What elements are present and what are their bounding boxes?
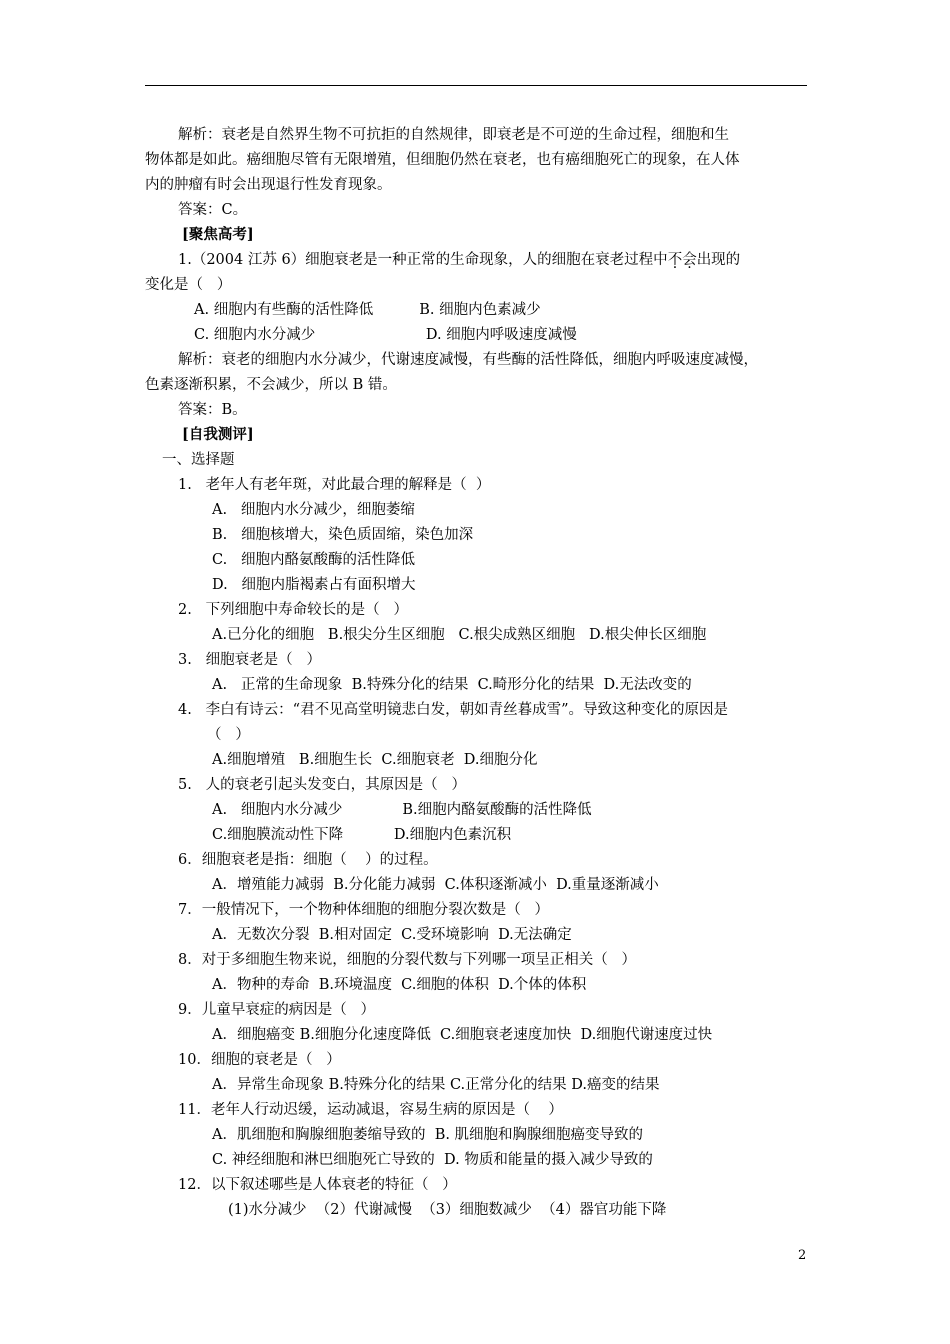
question-11-options-ab: A．肌细胞和胸腺细胞萎缩导致的 B. 肌细胞和胸腺细胞癌变导致的 xyxy=(212,1127,644,1143)
question-6-options: A．增殖能力减弱 B.分化能力减弱 C.体积逐渐减小 D.重量逐渐减小 xyxy=(212,877,659,893)
question-12: 12．以下叙述哪些是人体衰老的特征（ ） xyxy=(178,1177,457,1193)
question-9-options: A．细胞癌变 B.细胞分化速度降低 C.细胞衰老速度加快 D.细胞代谢速度过快 xyxy=(212,1027,713,1043)
question-4-parens: （ ） xyxy=(207,727,250,743)
header-rule xyxy=(145,85,807,86)
gaokao-question-line-1 xyxy=(178,251,740,269)
gaokao-heading: [聚焦高考] xyxy=(182,226,254,243)
answer-c: 答案：C。 xyxy=(178,202,248,218)
question-1: 1. 老年人有老年斑，对此最合理的解释是（ ） xyxy=(178,477,491,493)
question-10-options: A．异常生命现象 B.特殊分化的结果 C.正常分化的结果 D.癌变的结果 xyxy=(212,1077,660,1093)
question-5-options-cd: C.细胞膜流动性下降 D.细胞内色素沉积 xyxy=(212,827,512,843)
question-10: 10．细胞的衰老是（ ） xyxy=(178,1052,341,1068)
question-4-options: A.细胞增殖 B.细胞生长 C.细胞衰老 D.细胞分化 xyxy=(212,752,538,768)
analysis-line-3: 内的肿瘤有时会出现退行性发育现象。 xyxy=(145,177,392,193)
gaokao-explanation-1: 解析：衰老的细胞内水分减少，代谢速度减慢，有些酶的活性降低，细胞内呼吸速度减慢， xyxy=(178,352,758,368)
question-2: 2. 下列细胞中寿命较长的是（ ） xyxy=(178,602,408,618)
selftest-heading: [自我测评] xyxy=(182,426,254,443)
gaokao-explanation-2: 色素逐渐积累，不会减少，所以 B 错。 xyxy=(145,377,397,393)
question-8: 8．对于多细胞生物来说，细胞的分裂代数与下列哪一项呈正相关（ ） xyxy=(178,952,637,968)
question-7: 7．一般情况下，一个物种体细胞的细胞分裂次数是（ ） xyxy=(178,902,550,918)
question-3: 3. 细胞衰老是（ ） xyxy=(178,652,321,668)
gaokao-question-b: 出现的 xyxy=(696,252,741,268)
gaokao-options-ab: A. 细胞内有些酶的活性降低 B. 细胞内色素减少 xyxy=(194,302,541,318)
question-1-option-b: B. 细胞核增大，染色质固缩，染色加深 xyxy=(212,527,474,543)
question-7-options: A．无数次分裂 B.相对固定 C.受环境影响 D.无法确定 xyxy=(212,927,572,943)
question-8-options: A．物种的寿命 B.环境温度 C.细胞的体积 D.个体的体积 xyxy=(212,977,587,993)
page-number: 2 xyxy=(798,1248,807,1263)
question-6: 6．细胞衰老是指：细胞（ ）的过程。 xyxy=(178,852,438,868)
question-3-options: A. 正常的生命现象 B.特殊分化的结果 C.畸形分化的结果 D.无法改变的 xyxy=(212,677,692,693)
question-4: 4. 李白有诗云：“君不见高堂明镜悲白发，朝如青丝暮成雪”。导致这种变化的原因是 xyxy=(178,702,728,718)
question-1-option-d: D. 细胞内脂褐素占有面积增大 xyxy=(212,577,416,593)
emphasis-char-1: 不 xyxy=(667,252,683,268)
emphasis-char-2: 会 xyxy=(682,252,697,268)
gaokao-question-line-2: 变化是（ ） xyxy=(145,277,232,293)
gaokao-question-a: 1.（2004 江苏 6）细胞衰老是一种正常的生命现象，人的细胞在衰老过程中 xyxy=(178,252,668,268)
question-1-option-a: A. 细胞内水分减少，细胞萎缩 xyxy=(212,502,415,518)
analysis-line-2: 物体都是如此。癌细胞尽管有无限增殖，但细胞仍然在衰老，也有癌细胞死亡的现象，在人体 xyxy=(145,152,740,168)
gaokao-options-cd: C. 细胞内水分减少 D. 细胞内呼吸速度减慢 xyxy=(194,327,577,343)
question-11: 11．老年人行动迟缓，运动减退，容易生病的原因是（ ） xyxy=(178,1102,563,1118)
answer-b: 答案：B。 xyxy=(178,402,247,418)
question-2-options: A.已分化的细胞 B.根尖分生区细胞 C.根尖成熟区细胞 D.根尖伸长区细胞 xyxy=(212,627,707,643)
question-9: 9．儿童早衰症的病因是（ ） xyxy=(178,1002,376,1018)
question-5-options-ab: A. 细胞内水分减少 B.细胞内酪氨酸酶的活性降低 xyxy=(212,802,592,818)
question-11-options-cd: C. 神经细胞和淋巴细胞死亡导致的 D. 物质和能量的摄入减少导致的 xyxy=(212,1152,653,1168)
question-5: 5. 人的衰老引起头发变白，其原因是（ ） xyxy=(178,777,466,793)
section-title: 一、选择题 xyxy=(162,452,235,468)
question-1-option-c: C. 细胞内酪氨酸酶的活性降低 xyxy=(212,552,416,568)
question-12-items: (1)水分减少 （2）代谢减慢 （3）细胞数减少 （4）器官功能下降 xyxy=(228,1202,667,1218)
analysis-line-1: 解析：衰老是自然界生物不可抗拒的自然规律，即衰老是不可逆的生命过程，细胞和生 xyxy=(178,127,729,143)
